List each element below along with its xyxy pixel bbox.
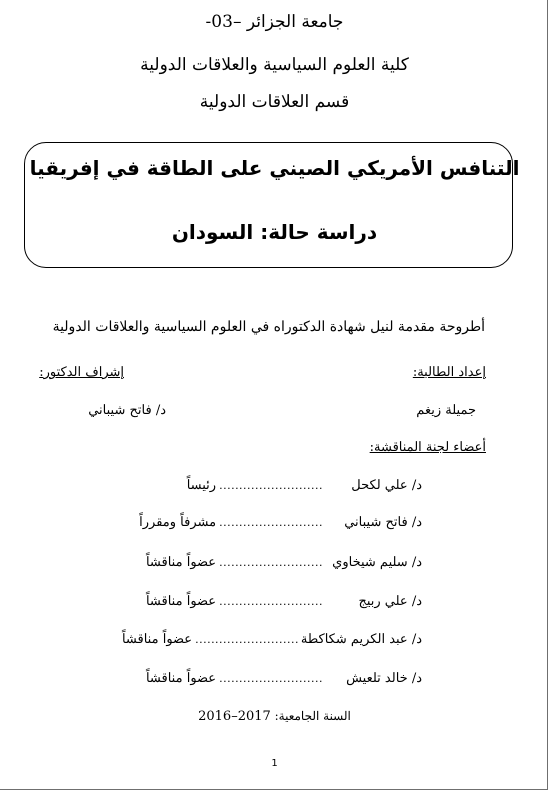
university-name: جامعة الجزائر –03-: [205, 12, 344, 32]
member-name: د/ سليم شيخاوي: [332, 555, 422, 570]
student-label: إعداد الطالبة:: [412, 365, 486, 380]
member-role: عضواً مناقشاً: [145, 671, 217, 686]
member-role: عضواً مناقشاً: [145, 594, 217, 609]
committee-member: [102, 515, 422, 535]
thesis-title: التنافس الأمريكي الصيني على الطاقة في إفريقيا: [29, 156, 520, 180]
member-name: د/ علي ربيج: [358, 594, 422, 609]
member-name: د/ خالد تلعيش: [346, 671, 422, 686]
supervisor-label: إشراف الدكتور:: [39, 365, 124, 380]
committee-member: [102, 555, 422, 575]
member-role: عضواً مناقشاً: [121, 632, 193, 647]
member-dots: ..........................: [219, 479, 323, 492]
academic-year: [0, 709, 549, 724]
academic-year-value: 2016–2017: [198, 709, 271, 724]
member-role: رئيساً: [186, 478, 217, 493]
member-role: عضواً مناقشاً: [145, 555, 217, 570]
supervisor-name: د/ فاتح شيباني: [88, 403, 166, 418]
committee-member: [102, 671, 422, 691]
committee-label: أعضاء لجنة المناقشة:: [369, 440, 486, 455]
thesis-subtitle: دراسة حالة: السودان: [171, 220, 378, 244]
faculty-name: كلية العلوم السياسية والعلاقات الدولية: [140, 55, 409, 75]
member-name: د/ علي لكحل: [351, 478, 422, 493]
academic-year-label: السنة الجامعية:: [274, 709, 351, 723]
committee-member: [102, 594, 422, 614]
committee-member: [102, 632, 422, 652]
member-name: د/ عبد الكريم شكاكطة: [300, 632, 422, 647]
committee-member: [102, 478, 422, 498]
student-name: جميلة زيغم: [416, 403, 476, 418]
member-name: د/ فاتح شيباني: [344, 515, 422, 530]
thesis-statement: أطروحة مقدمة لنيل شهادة الدكتوراه في العلوم السياسية والعلاقات الدولية: [52, 319, 485, 335]
page-number: 1: [271, 758, 278, 769]
member-dots: ..........................: [195, 633, 299, 646]
member-dots: ..........................: [219, 556, 323, 569]
department-name: قسم العلاقات الدولية: [199, 92, 350, 112]
member-dots: ..........................: [219, 516, 323, 529]
member-role: مشرفاً ومقرراً: [139, 515, 217, 530]
member-dots: ..........................: [219, 595, 323, 608]
member-dots: ..........................: [219, 672, 323, 685]
